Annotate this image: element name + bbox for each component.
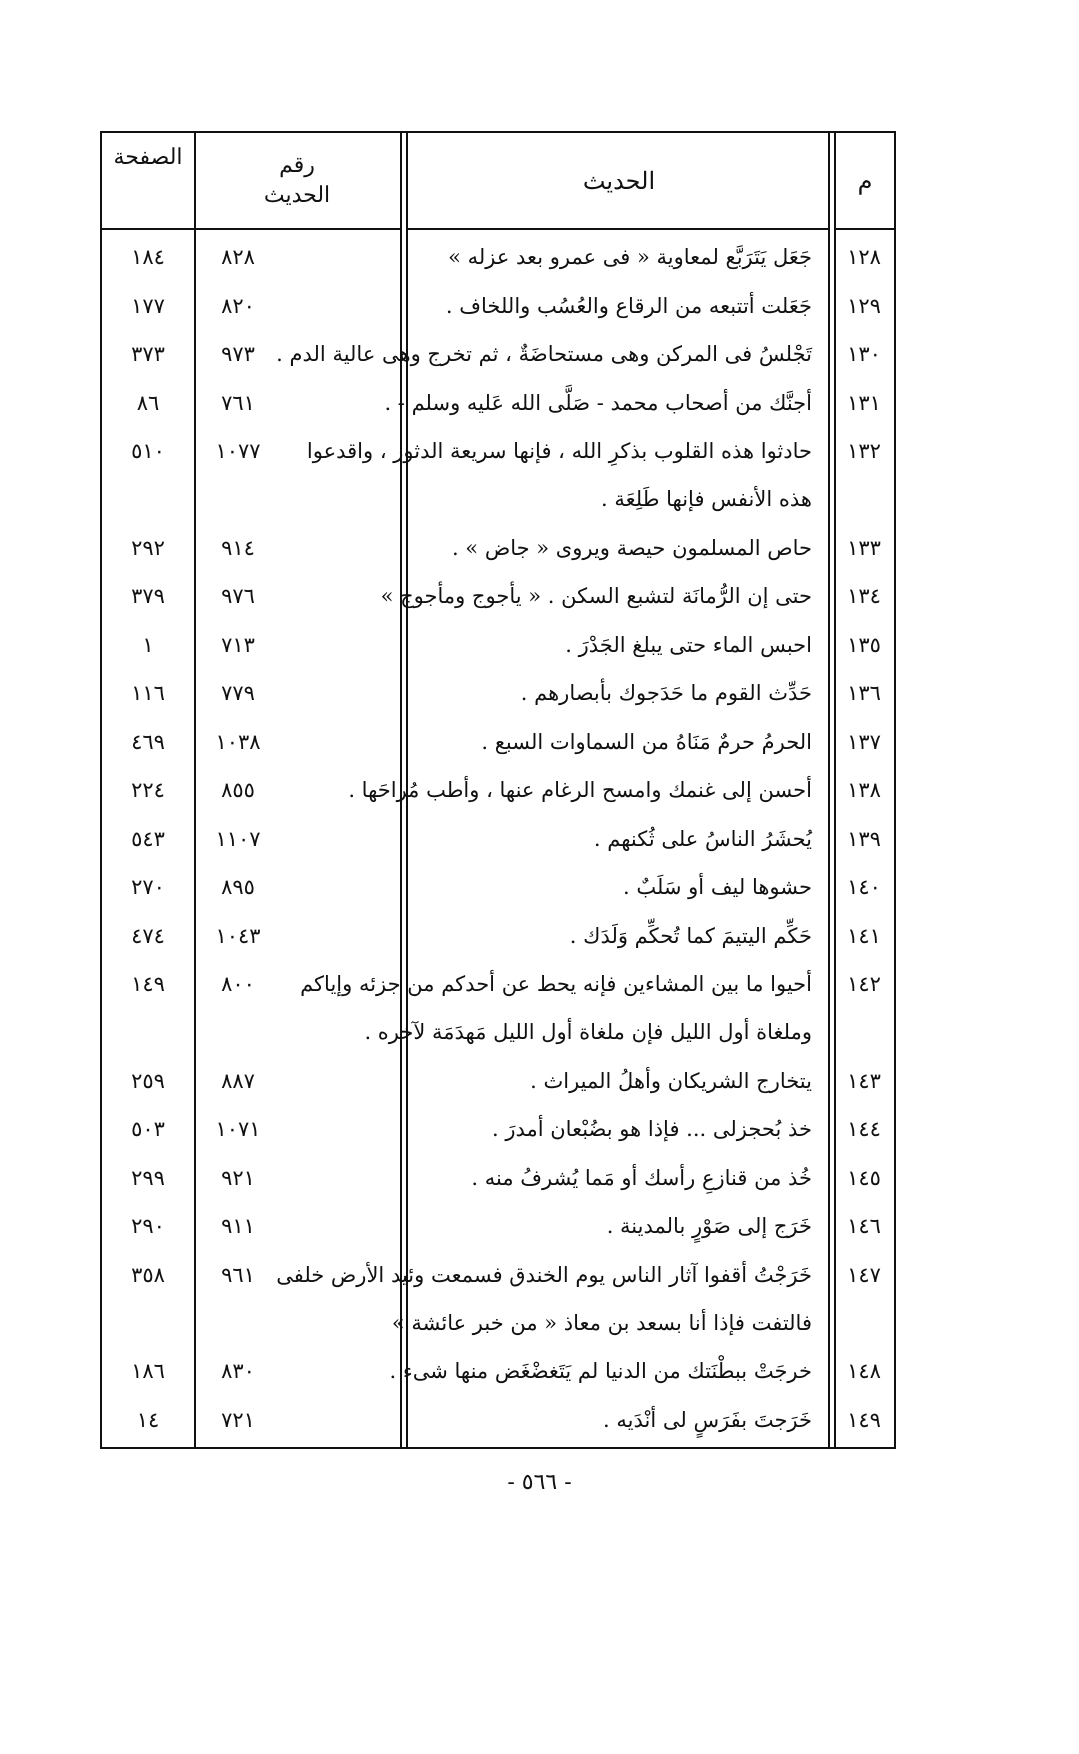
row-number: ١٤١: [847, 923, 881, 948]
hadith-number: ٨٥٥: [221, 778, 255, 802]
hadith-text: خرجَتْ ببطْنَتك من الدنيا لم يَتَغضْغَض منها شىء .: [389, 1359, 812, 1383]
row-number: ١٣٠: [847, 342, 881, 366]
hadith-number: ١٠٣٨: [215, 729, 261, 754]
hadith-number: ٩٧٣: [221, 342, 255, 366]
hadith-number: ٩١١: [221, 1214, 255, 1238]
row-number: ١٣٩: [847, 826, 881, 851]
row-number: ١٣٧: [847, 729, 881, 754]
row-number: ١٢٨: [847, 245, 881, 269]
hadith-text: أحسن إلى غنمك وامسح الرغام عنها ، وأطب مُراحَها .: [348, 778, 812, 802]
header-num: م: [836, 133, 894, 230]
page-ref: ٤٧٤: [131, 923, 165, 948]
page-ref: ٢٥٩: [131, 1068, 165, 1093]
hadith-text: تَجْلسُ فى المركن وهى مستحاضَةٌ ، ثم تخرج وهى عالية الدم .: [276, 342, 812, 366]
hadith-text: حتى إن الرُّمانَة لتشبع السكن . « يأجوج ومأجوج »: [380, 584, 812, 608]
page-ref: ٢٩٠: [131, 1214, 165, 1238]
page-ref: ١٤: [136, 1407, 160, 1432]
hadith-text: حادثوا هذه القلوب بذكرِ الله ، فإنها سريعة الدثور ، واقدعوا: [306, 439, 812, 463]
hadith-number: ٨٢٠: [221, 293, 255, 318]
row-number: ١٣١: [847, 390, 881, 415]
page-ref: ٢٩٩: [131, 1165, 165, 1190]
row-number: ١٤٩: [847, 1407, 881, 1432]
page-ref: ٣٥٨: [131, 1262, 165, 1287]
hadith-number: ١١٠٧: [215, 826, 261, 851]
hadith-text: جَعَلت أتتبعه من الرقاع والعُسُب واللخاف .: [445, 293, 812, 318]
hadith-text: حَدِّث القوم ما حَدَجوك بأبصارهم .: [520, 681, 812, 705]
hadith-text: احبس الماء حتى يبلغ الجَدْرَ .: [565, 632, 812, 657]
hadith-number: ٧١٣: [221, 632, 255, 657]
hadith-text: خُذ من قنازعِ رأسك أو مَما يُشرفُ منه .: [471, 1165, 812, 1190]
hadith-text: يتخارج الشريكان وأهلُ الميراث .: [530, 1068, 812, 1093]
hadith-text: الحرمُ حرمٌ مَنَاهُ من السماوات السبع .: [481, 729, 812, 754]
row-number: ١٣٤: [847, 584, 881, 608]
header-hadith-number: رقم الحديث: [194, 133, 400, 230]
hadith-number: ٨٨٧: [221, 1068, 255, 1093]
row-number: ١٤٨: [847, 1359, 881, 1383]
hadith-number: ٨٢٨: [221, 245, 255, 269]
row-number: ١٤٥: [847, 1165, 881, 1190]
hadith-number: ٨٩٥: [221, 875, 255, 899]
page-ref: ٥١٠: [131, 439, 165, 463]
hadith-text-continuation: هذه الأنفس فإنها طَلِعَة .: [601, 487, 812, 511]
row-number: ١٤٢: [847, 972, 881, 996]
page-ref: ٤٦٩: [131, 729, 165, 754]
hadith-text: حشوها ليف أو سَلَبٌ .: [622, 875, 812, 899]
hadith-text: خَرَجتَ بفَرَسٍ لى أنْدَيه .: [603, 1407, 812, 1432]
page-ref: ٨٦: [136, 390, 160, 415]
page-ref: ٥٠٣: [131, 1117, 165, 1141]
hadith-number: ٧٦١: [221, 390, 255, 415]
hadith-number: ١٠٧١: [215, 1117, 261, 1141]
hadith-text: جَعَل يَتَرَبَّع لمعاوية « فى عمرو بعد عزله »: [448, 245, 812, 269]
hadith-text-continuation: فالتفت فإذا أنا بسعد بن معاذ « من خبر عائشة »: [391, 1310, 812, 1335]
row-number: ١٤٣: [847, 1068, 881, 1093]
page-ref: ٢٧٠: [131, 875, 165, 899]
row-number: ١٣٦: [847, 681, 881, 705]
hadith-text-continuation: وملغاة أول الليل فإن ملغاة أول الليل مَهدَمَة لآخره .: [364, 1020, 812, 1044]
row-number: ١٤٦: [847, 1214, 881, 1238]
hadith-text: خَرَجْتُ أقفوا آثار الناس يوم الخندق فسمعت وئيد الأرض خلفى: [276, 1262, 812, 1287]
page-ref: ٣٧٩: [131, 584, 165, 608]
page-ref: ١٨٦: [131, 1359, 165, 1383]
page-ref: ١٤٩: [131, 972, 165, 996]
hadith-text: أحيوا ما بين المشاءين فإنه يحط عن أحدكم من جزئه وإياكم: [300, 972, 812, 996]
hadith-number: ٩٦١: [221, 1262, 255, 1287]
page-number: - ٥٦٦ -: [507, 1470, 572, 1495]
row-number: ١٣٨: [847, 778, 881, 802]
row-number: ١٤٠: [847, 875, 881, 899]
hadith-text: يُحشَرُ الناسُ على ثُكنهم .: [593, 826, 812, 851]
hadith-text: خَرَج إلى صَوْرٍ بالمدينة .: [606, 1214, 812, 1238]
hadith-number: ١٠٧٧: [215, 439, 261, 463]
hadith-index-table: [100, 131, 896, 1449]
hadith-number: ٨٣٠: [221, 1359, 255, 1383]
hadith-text: أجنَّك من أصحاب محمد - صَلَّى الله عَليه وسلم - .: [384, 390, 812, 415]
page-ref: ٣٧٣: [131, 342, 165, 366]
row-number: ١٣٥: [847, 632, 881, 657]
page-ref: ٥٤٣: [131, 826, 165, 851]
hadith-number: ٧٧٩: [221, 681, 255, 705]
page-ref: ١١٦: [131, 681, 165, 705]
row-number: ١٣٣: [847, 535, 881, 560]
page-ref: ٢٢٤: [131, 778, 165, 802]
page-ref: ١٧٧: [131, 293, 165, 318]
hadith-number: ٩١٤: [221, 535, 255, 560]
header-hadith: الحديث: [408, 133, 830, 230]
hadith-number: ٨٠٠: [221, 972, 255, 996]
page-ref: ٢٩٢: [131, 535, 165, 560]
row-number: ١٤٧: [847, 1262, 881, 1287]
hadith-text: حاص المسلمون حيصة ويروى « جاض » .: [451, 535, 812, 560]
header-page: الصفحة: [102, 133, 194, 230]
hadith-text: حَكِّم اليتيمَ كما تُحكِّم وَلَدَك .: [569, 923, 812, 948]
hadith-number: ٩٢١: [221, 1165, 255, 1190]
page-ref: ١٨٤: [131, 245, 165, 269]
row-number: ١٢٩: [847, 293, 881, 318]
hadith-number: ١٠٤٣: [215, 923, 261, 948]
row-number: ١٣٢: [847, 439, 881, 463]
hadith-number: ٩٧٦: [221, 584, 255, 608]
row-number: ١٤٤: [847, 1117, 881, 1141]
hadith-number: ٧٢١: [221, 1407, 255, 1432]
hadith-text: خذ بُحجزلى ... فإذا هو بضُبْعان أمدرَ .: [491, 1117, 812, 1141]
table-divider: [828, 133, 830, 1447]
page-ref: ١: [142, 632, 154, 657]
